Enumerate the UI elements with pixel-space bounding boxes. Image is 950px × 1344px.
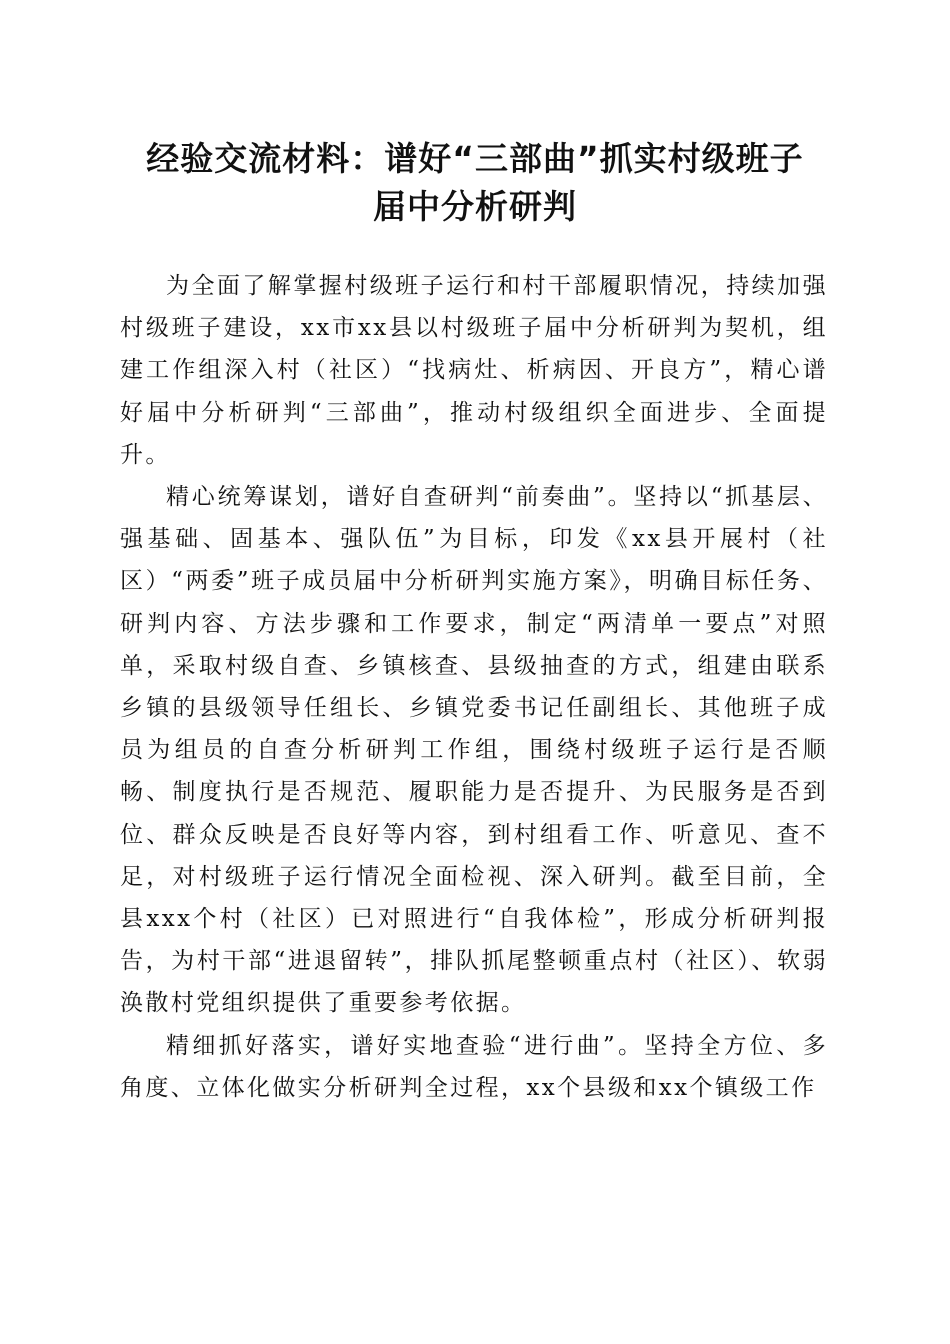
title-line-2: 届中分析研判 (373, 187, 577, 226)
paragraph-planning: 精心统筹谋划，谱好自查研判“前奏曲”。坚持以“抓基层、强基础、固基本、强队伍”为目标，印发《xx县开展村（社区）“两委”班子成员届中分析研判实施方案》，明确目标任务、研判内容、方法步骤和工作要求，制定“两清单一要点”对照单，采取村级自查、乡镇核查、县级抽查的方式，组建由联系乡镇的县级领导任组长、乡镇党委书记任副组长、其他班子成员为组员的自查分析研判工作组，围绕村级班子运行是否顺畅、制度执行是否规范、履职能力是否提升、为民服务是否到位、群众反映是否良好等内容，到村组看工作、听意见、查不足，对村级班子运行情况全面检视、深入研判。截至目前，全县xxx个村（社区）已对照进行“自我体检”，形成分析研判报告，为村干部“进退留转”，排队抓尾整顿重点村（社区）、软弱涣散村党组织提供了重要参考依据。 (120, 484, 828, 1017)
document-body (120, 265, 828, 1109)
title-line-1: 经验交流材料：谱好“三部曲”抓实村级班子 (146, 139, 804, 178)
document-title (110, 135, 840, 231)
paragraph-intro: 为全面了解掌握村级班子运行和村干部履职情况，持续加强村级班子建设，xx市xx县以村级班子届中分析研判为契机，组建工作组深入村（社区）“找病灶、析病因、开良方”，精心谱好届中分析研判“三部曲”，推动村级组织全面进步、全面提升。 (120, 273, 828, 468)
paragraph-implementation: 精细抓好落实，谱好实地查验“进行曲”。坚持全方位、多角度、立体化做实分析研判全过程，xx个县级和xx个镇级工作 (120, 1032, 828, 1101)
